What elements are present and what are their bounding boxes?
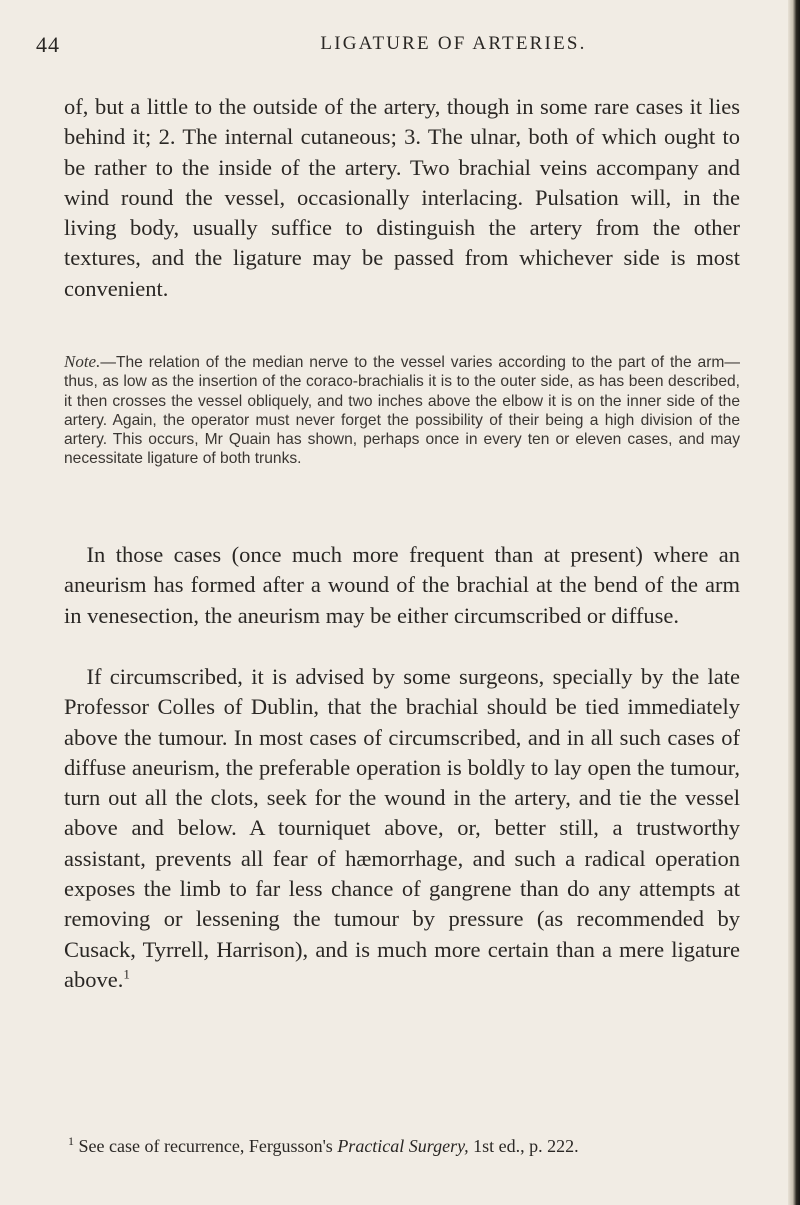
page-edge-shadow (788, 0, 800, 1205)
paragraph-2 (64, 540, 740, 631)
footnote-italic-title: Practical Surgery, (337, 1136, 469, 1156)
footnote-reference: 1 (123, 966, 130, 982)
footnote-marker: 1 (68, 1134, 74, 1148)
note-label: Note. (64, 352, 101, 371)
footnote-text-after: 1st ed., p. 222. (473, 1136, 579, 1156)
note-text: —The relation of the median nerve to the vessel varies according to the part of the arm—thus, as low as the insertion of the coraco-brachialis it is to the outer side, as has been described, it then crosses the vessel obliquely, and two inches above the elbow it is on the inner side of the artery. Again, the operator must never forget the possibility of their being a high division of the artery. This occurs, Mr Quain has shown, perhaps once in every ten or eleven cases, and may necessitate ligature of both trunks. (64, 354, 740, 468)
paragraph-1: of, but a little to the outside of the artery, though in some rare cases it lies behind it; 2. The internal cutaneous; 3. The ulnar, both of which ought to be rather to the inside of the artery. Two brachial veins accompany and wind round the vessel, occasionally interlacing. Pulsation will, in the living body, usually suffice to distinguish the artery from the other textures, and the ligature may be passed from whichever side is most convenient. (64, 94, 740, 301)
paragraph-3 (64, 662, 740, 995)
footnote (64, 1130, 740, 1157)
page-number: 44 (36, 32, 60, 57)
running-title: LIGATURE OF ARTERIES. (320, 33, 587, 54)
footnote-text-before: See case of recurrence, Fergusson's (78, 1136, 333, 1156)
paragraph-3-text: If circumscribed, it is advised by some surgeons, specially by the late Professor Colles of Dublin, that the brachial should be tied immediately above the tumour. In most cases of circumscribed, and in all such cases of diffuse aneurism, the preferable operation is boldly to lay open the tumour, turn out all the clots, seek for the wound in the artery, and tie the vessel above and below. A tourniquet above, or, better still, a trustworthy assistant, prevents all fear of hæmorrhage, and such a radical operation exposes the limb to far less chance of gangrene than do any attempts at removing or lessening the tumour by pressure (as recommended by Cusack, Tyrrell, Harrison), and is much more certain than a mere ligature above. (64, 664, 740, 992)
page-header (36, 32, 771, 62)
note-paragraph (64, 352, 740, 469)
paragraph-2-text: In those cases (once much more frequent than at present) where an aneurism has formed after a wound of the brachial at the bend of the arm in venesection, the aneurism may be either circumscribed or diffuse. (64, 542, 740, 628)
